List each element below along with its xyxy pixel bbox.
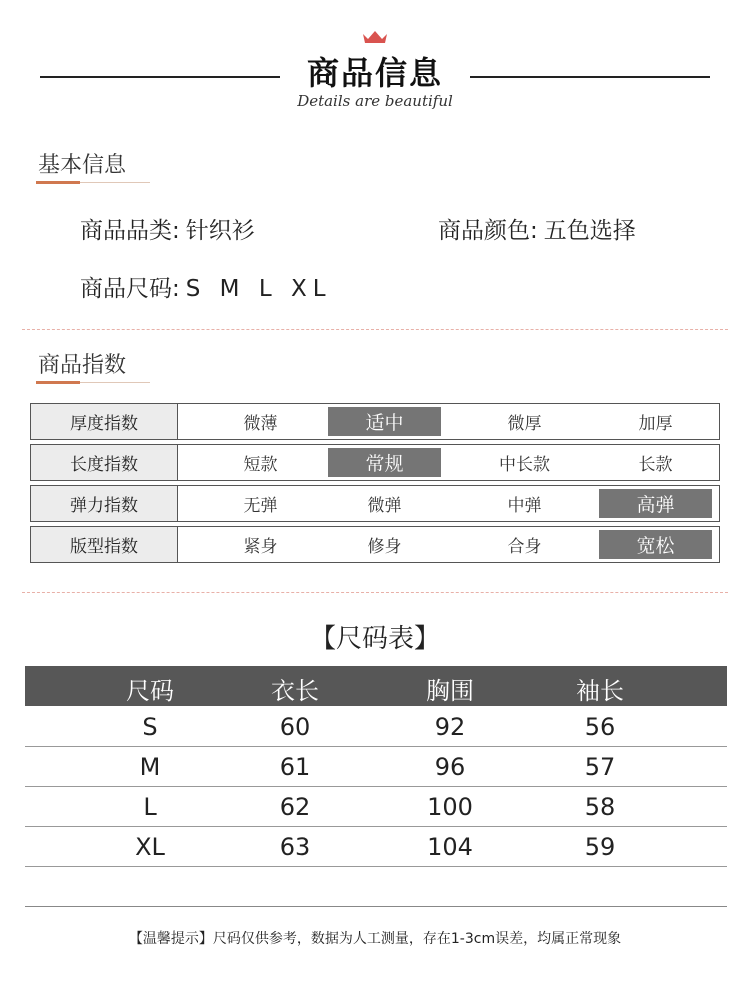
table-cell: S: [142, 713, 158, 741]
index-option: 长款: [638, 455, 673, 475]
index-option: 修身: [367, 537, 402, 557]
index-label: 厚度指数: [31, 404, 178, 439]
table-cell: 60: [279, 713, 311, 741]
table-cell: XL: [135, 833, 165, 861]
table-cell: 63: [279, 833, 311, 861]
table-cell: 59: [584, 833, 616, 861]
table-cell: 62: [279, 793, 311, 821]
table-row: [25, 827, 727, 867]
index-row: [30, 526, 720, 563]
size-header-cell: 胸围: [426, 677, 474, 705]
index-heading: 商品指数: [38, 353, 127, 378]
table-cell: 100: [427, 793, 473, 821]
index-underline: [36, 382, 150, 383]
crown-icon: [362, 30, 388, 44]
tip-text: 【温馨提示】尺码仅供参考，数据为人工测量，存在1-3cm误差，均属正常现象: [128, 931, 622, 947]
table-row: [25, 787, 727, 827]
table-cell: 56: [584, 713, 616, 741]
size-header-cell: 袖长: [576, 677, 624, 705]
basic-info-underline: [36, 182, 150, 183]
index-options: [178, 404, 719, 439]
index-label: 长度指数: [31, 445, 178, 480]
color-label: 商品颜色:: [438, 218, 538, 244]
index-option: 紧身: [243, 537, 278, 557]
size-table-header: [25, 666, 727, 706]
index-row: [30, 485, 720, 522]
index-row: [30, 444, 720, 481]
basic-info-heading: 基本信息: [38, 153, 127, 178]
page-subtitle: Details are beautiful: [297, 92, 453, 110]
index-option: 无弹: [243, 496, 278, 516]
table-cell: 61: [279, 753, 311, 781]
index-row: [30, 403, 720, 440]
size-chart-title: 【尺码表】: [309, 624, 440, 654]
index-options: [178, 445, 719, 480]
index-option: 合身: [507, 537, 542, 557]
category-value: 针织衫: [185, 218, 255, 244]
section-divider: [22, 329, 728, 330]
table-cell: L: [143, 793, 157, 821]
index-label: 弹力指数: [31, 486, 178, 521]
table-cell: 104: [427, 833, 473, 861]
index-options: [178, 486, 719, 521]
index-option: 中长款: [499, 455, 550, 475]
index-option: 微弹: [367, 496, 402, 516]
table-row: [25, 707, 727, 747]
table-cell: 96: [434, 753, 466, 781]
color-info: [438, 212, 636, 245]
table-row: [25, 747, 727, 787]
index-option-selected: 高弹: [599, 489, 712, 518]
category-info: [80, 212, 255, 245]
index-option: 微厚: [507, 414, 542, 434]
size-header-cell: 衣长: [271, 677, 319, 705]
index-option: 微薄: [243, 414, 278, 434]
footer-divider: [25, 906, 727, 907]
index-option-selected: 适中: [328, 407, 441, 436]
size-info: [80, 270, 332, 303]
category-label: 商品品类:: [80, 218, 180, 244]
section-divider: [22, 592, 728, 593]
color-value: 五色选择: [543, 218, 636, 244]
page-title: 商品信息: [306, 54, 443, 92]
table-cell: 92: [434, 713, 466, 741]
table-cell: 57: [584, 753, 616, 781]
index-label: 版型指数: [31, 527, 178, 562]
size-value: S M L XL: [185, 276, 332, 302]
table-cell: M: [139, 753, 161, 781]
index-options: [178, 527, 719, 562]
index-option-selected: 常规: [328, 448, 441, 477]
index-option-selected: 宽松: [599, 530, 712, 559]
index-option: 中弹: [507, 496, 542, 516]
table-cell: 58: [584, 793, 616, 821]
index-option: 加厚: [638, 414, 673, 434]
index-option: 短款: [243, 455, 278, 475]
size-header-cell: 尺码: [126, 677, 174, 705]
size-label: 商品尺码:: [80, 276, 180, 302]
